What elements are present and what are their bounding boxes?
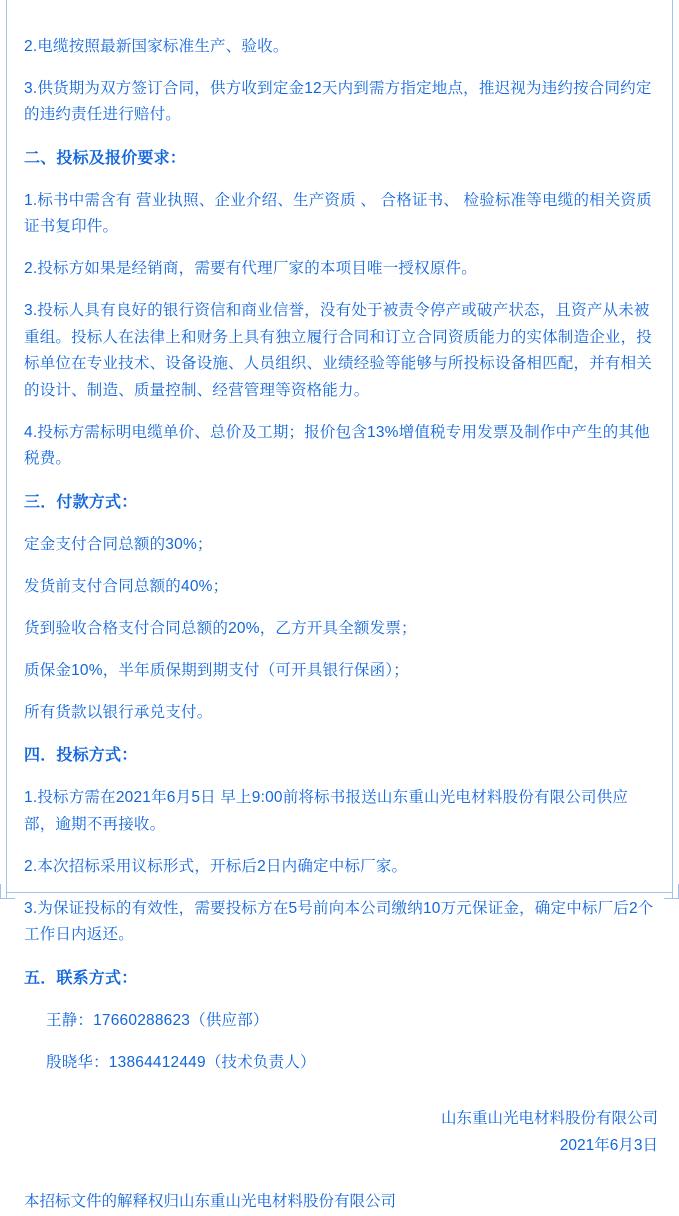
paragraph: 3.为保证投标的有效性，需要投标方在5号前向本公司缴纳10万元保证金，确定中标厂后2个工作日内返还。 (24, 899, 654, 943)
paragraph: 2.投标方如果是经销商，需要有代理厂家的本项目唯一授权原件。 (24, 260, 477, 277)
page-corner-bottom-left (0, 884, 15, 899)
contact-person-1: 王静：17660288623（供应部） (46, 1011, 269, 1029)
signature-block (24, 1106, 658, 1159)
paragraph: 所有货款以银行承兑支付。 (24, 703, 213, 721)
paragraph: 1.投标方需在2021年6月5日 早上9:00前将标书报送山东重山光电材料股份有限公司供应部，逾期不再接收。 (24, 789, 629, 833)
paragraph: 4.投标方需标明电缆单价、总价及工期；报价包含13%增值税专用发票及制作中产生的其他税费。 (24, 423, 650, 467)
paragraph: 3.供货期为双方签订合同，供方收到定金12天内到需方指定地点，推迟视为违约按合同约定的违约责任进行赔付。 (24, 79, 652, 123)
document-body (24, 18, 658, 1216)
footer-note: 本招标文件的解释权归山东重山光电材料股份有限公司 (24, 1193, 397, 1210)
section-heading-bidding-method: 四．投标方式： (24, 747, 138, 764)
paragraph: 质保金10%，半年质保期到期支付（可开具银行保函）； (24, 661, 409, 679)
contact-person-2: 殷晓华：13864412449（技术负责人） (46, 1053, 316, 1071)
page-corner-bottom-right (664, 884, 679, 899)
signature-company: 山东重山光电材料股份有限公司 (440, 1110, 658, 1127)
paragraph: 发货前支付合同总额的40%； (24, 577, 229, 595)
section-heading-bidding-requirements: 二、投标及报价要求： (24, 149, 187, 167)
page-border-right (672, 0, 673, 899)
section-heading-payment-method: 三．付款方式： (24, 493, 138, 511)
paragraph: 货到验收合格支付合同总额的20%，乙方开具全额发票； (24, 619, 417, 637)
paragraph: 定金支付合同总额的30%； (24, 535, 213, 553)
paragraph: 2.电缆按照最新国家标准生产、验收。 (24, 37, 289, 55)
page-border-left (6, 0, 7, 899)
section-heading-contact: 五．联系方式： (24, 969, 138, 987)
paragraph: 3.投标人具有良好的银行资信和商业信誉，没有处于被责令停产或破产状态，且资产从未被重组。投标人在法律上和财务上具有独立履行合同和订立合同资质能力的实体制造企业，投标单位在专业技术、设备设施、人员组织、业绩经验等能够与所投标设备相匹配，并有相关的设计、制造、质量控制、经营管理等资格能力。 (24, 302, 653, 399)
paragraph: 1.标书中需含有 营业执照、企业介绍、生产资质 、 合格证书、 检验标准等电缆的相关资质证书复印件。 (24, 191, 652, 235)
paragraph: 2.本次招标采用议标形式，开标后2日内确定中标厂家。 (24, 857, 408, 875)
signature-date: 2021年6月3日 (559, 1136, 658, 1154)
